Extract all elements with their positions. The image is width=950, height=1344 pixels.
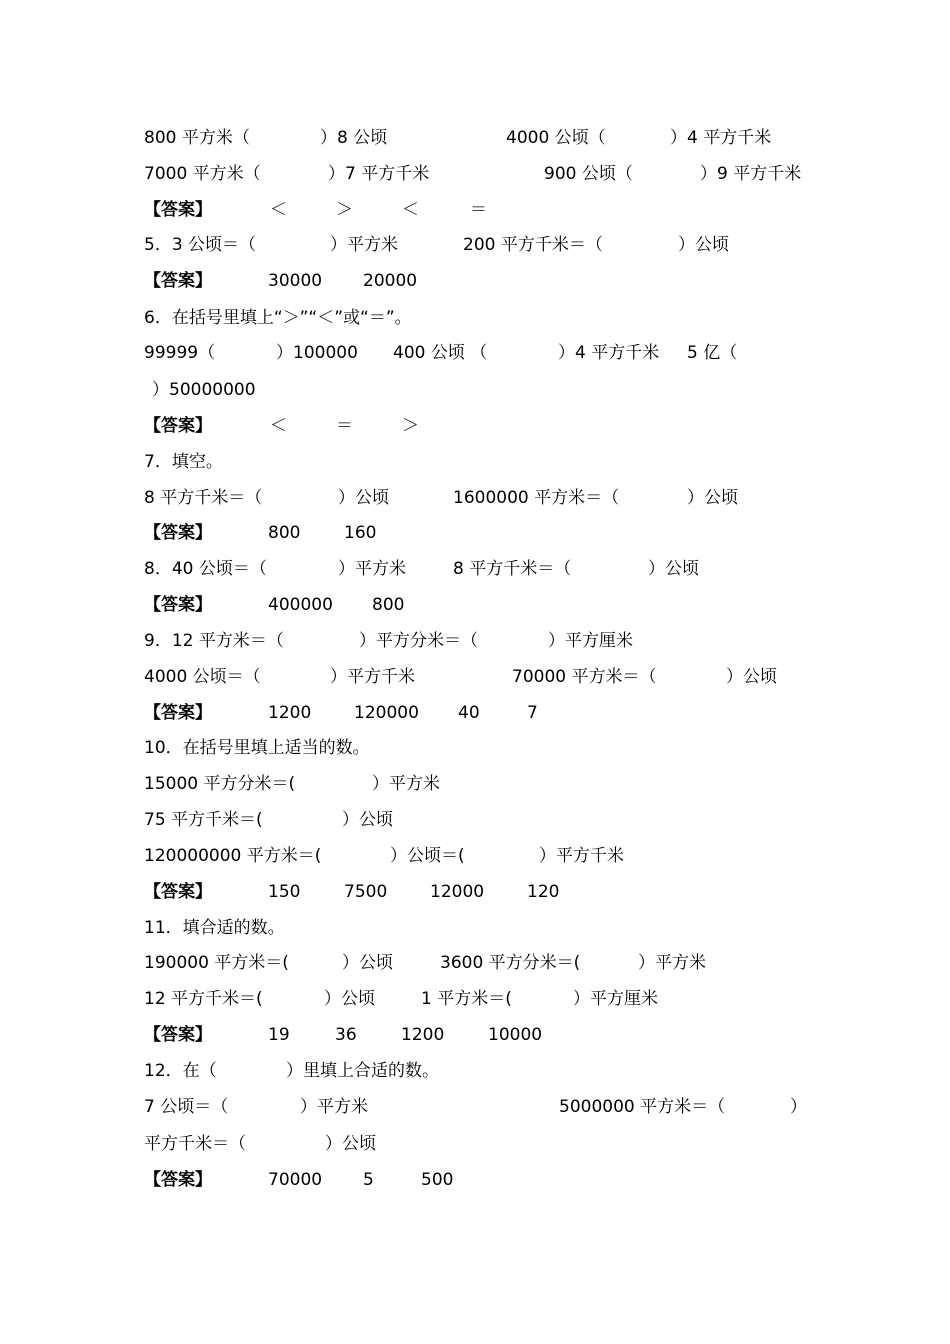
answer-value: 120000 bbox=[354, 703, 419, 723]
q6-line-1 bbox=[0, 341, 950, 365]
q6-title: 6．在括号里填上“＞”“＜”或“＝”。 bbox=[144, 308, 412, 328]
q7-item-1-unit: ）公顷 bbox=[338, 488, 389, 508]
q12-item-2-close: ） bbox=[790, 1097, 807, 1117]
q7-answer bbox=[0, 521, 950, 545]
q9-item-1: 9．12 平方米＝（ bbox=[144, 631, 284, 651]
answer-label: 【答案】 bbox=[144, 703, 212, 723]
q9-item-3: 70000 平方米＝（ bbox=[512, 667, 657, 687]
q11-item-3-unit: ）公顷 bbox=[324, 989, 375, 1009]
answer-value: ＞ bbox=[402, 416, 419, 436]
answer-label: 【答案】 bbox=[144, 1170, 212, 1190]
q4-item-4-unit: ）9 平方千米 bbox=[700, 164, 802, 184]
q7-item-1: 8 平方千米＝（ bbox=[144, 488, 263, 508]
q9-line-1 bbox=[0, 629, 950, 653]
q6-item-3-rhs: ）50000000 bbox=[152, 380, 256, 400]
q6-item-3: 5 亿（ bbox=[687, 343, 738, 363]
q6-title-line bbox=[0, 306, 950, 330]
q10-title: 10．在括号里填上适当的数。 bbox=[144, 738, 370, 758]
q4-item-2: 4000 公顷（ bbox=[506, 128, 606, 148]
answer-value: 160 bbox=[344, 523, 377, 543]
q12-line-2 bbox=[0, 1132, 950, 1156]
q10-line-1 bbox=[0, 772, 950, 796]
q12-title: 12．在（ bbox=[144, 1061, 217, 1081]
answer-value: 12000 bbox=[430, 882, 485, 902]
q8-answer bbox=[0, 593, 950, 617]
q4-item-1: 800 平方米（ bbox=[144, 128, 250, 148]
answer-value: 150 bbox=[268, 882, 301, 902]
q11-answer bbox=[0, 1023, 950, 1047]
answer-value: ＝ bbox=[470, 200, 487, 220]
q7-item-2-unit: ）公顷 bbox=[687, 488, 738, 508]
q9-item-2-unit: ）平方千米 bbox=[330, 667, 415, 687]
q10-line-2 bbox=[0, 808, 950, 832]
answer-value: 7500 bbox=[344, 882, 388, 902]
q10-title-line bbox=[0, 736, 950, 760]
q4-item-1-unit: ）8 公顷 bbox=[320, 128, 388, 148]
q12-title-rest: ）里填上合适的数。 bbox=[286, 1061, 439, 1081]
q9-item-3-unit: ）公顷 bbox=[726, 667, 777, 687]
q10-item-2: 75 平方千米＝( bbox=[144, 810, 263, 830]
q11-item-1: 190000 平方米＝( bbox=[144, 953, 289, 973]
answer-value: 400000 bbox=[268, 595, 333, 615]
q4-item-4: 900 公顷（ bbox=[544, 164, 633, 184]
answer-label: 【答案】 bbox=[144, 1025, 212, 1045]
q11-line-1 bbox=[0, 951, 950, 975]
q7-title-line bbox=[0, 450, 950, 474]
q11-item-2-unit: ）平方米 bbox=[638, 953, 706, 973]
q5-item-2: 200 平方千米＝（ bbox=[463, 235, 603, 255]
q11-item-3: 12 平方千米＝( bbox=[144, 989, 263, 1009]
q8-item-1-unit: ）平方米 bbox=[338, 559, 406, 579]
answer-value: ＜ bbox=[402, 200, 419, 220]
q12-title-line bbox=[0, 1059, 950, 1083]
q9-item-1-unit: ）平方厘米 bbox=[548, 631, 633, 651]
q11-item-4-unit: ）平方厘米 bbox=[573, 989, 658, 1009]
q11-item-2: 3600 平方分米＝( bbox=[440, 953, 581, 973]
q10-line-3 bbox=[0, 844, 950, 868]
answer-value: 20000 bbox=[363, 271, 418, 291]
q11-item-4: 1 平方米＝( bbox=[421, 989, 512, 1009]
answer-label: 【答案】 bbox=[144, 523, 212, 543]
q11-item-1-unit: ）公顷 bbox=[342, 953, 393, 973]
q10-item-2-unit: ）公顷 bbox=[342, 810, 393, 830]
answer-value: ＜ bbox=[270, 416, 287, 436]
q11-title-line bbox=[0, 916, 950, 940]
q11-line-2 bbox=[0, 987, 950, 1011]
answer-value: ＜ bbox=[270, 200, 287, 220]
q4-item-2-unit: ）4 平方千米 bbox=[670, 128, 772, 148]
q5-line-1 bbox=[0, 233, 950, 257]
q5-answer bbox=[0, 269, 950, 293]
q4-line-1 bbox=[0, 126, 950, 150]
q8-item-2-unit: ）公顷 bbox=[648, 559, 699, 579]
answer-value: 19 bbox=[268, 1025, 290, 1045]
answer-value: 800 bbox=[372, 595, 405, 615]
q6-item-1: 99999（ bbox=[144, 343, 216, 363]
q12-item-2: 5000000 平方米＝（ bbox=[559, 1097, 726, 1117]
q10-answer bbox=[0, 880, 950, 904]
q8-line-1 bbox=[0, 557, 950, 581]
q10-item-3: 120000000 平方米＝( bbox=[144, 846, 322, 866]
q11-title: 11．填合适的数。 bbox=[144, 918, 285, 938]
q12-answer bbox=[0, 1168, 950, 1192]
q6-item-2-rhs: ）4 平方千米 bbox=[558, 343, 660, 363]
answer-label: 【答案】 bbox=[144, 200, 212, 220]
q5-item-2-unit: ）公顷 bbox=[678, 235, 729, 255]
q6-item-2: 400 公顷 （ bbox=[393, 343, 488, 363]
answer-value: 500 bbox=[421, 1170, 454, 1190]
q4-answer bbox=[0, 198, 950, 222]
q12-item-2-unit: ）公顷 bbox=[325, 1134, 376, 1154]
q7-item-2: 1600000 平方米＝（ bbox=[453, 488, 620, 508]
q6-item-1-rhs: ）100000 bbox=[276, 343, 358, 363]
q4-line-2 bbox=[0, 162, 950, 186]
q9-item-2: 4000 公顷＝（ bbox=[144, 667, 261, 687]
q10-item-1: 15000 平方分米＝( bbox=[144, 774, 296, 794]
q12-line-1 bbox=[0, 1095, 950, 1119]
answer-value: 7 bbox=[527, 703, 538, 723]
answer-value: 40 bbox=[458, 703, 480, 723]
answer-label: 【答案】 bbox=[144, 595, 212, 615]
q9-line-2 bbox=[0, 665, 950, 689]
q9-answer bbox=[0, 701, 950, 725]
answer-value: 5 bbox=[363, 1170, 374, 1190]
q4-item-3: 7000 平方米（ bbox=[144, 164, 261, 184]
q7-line-1 bbox=[0, 486, 950, 510]
answer-value: 70000 bbox=[268, 1170, 323, 1190]
answer-label: 【答案】 bbox=[144, 416, 212, 436]
answer-value: 1200 bbox=[268, 703, 312, 723]
q12-item-1-unit: ）平方米 bbox=[300, 1097, 368, 1117]
answer-value: 10000 bbox=[488, 1025, 543, 1045]
answer-value: ＞ bbox=[336, 200, 353, 220]
q8-item-1: 8．40 公顷＝（ bbox=[144, 559, 267, 579]
q6-answer bbox=[0, 414, 950, 438]
q10-item-1-unit: ）平方米 bbox=[372, 774, 440, 794]
q5-item-1-unit: ）平方米 bbox=[330, 235, 398, 255]
answer-value: 1200 bbox=[401, 1025, 445, 1045]
q12-item-2-cont: 平方千米＝（ bbox=[144, 1134, 246, 1154]
answer-value: 30000 bbox=[268, 271, 323, 291]
answer-label: 【答案】 bbox=[144, 882, 212, 902]
q4-item-3-unit: ）7 平方千米 bbox=[328, 164, 430, 184]
answer-value: ＝ bbox=[336, 416, 353, 436]
q12-item-1: 7 公顷＝（ bbox=[144, 1097, 229, 1117]
q9-item-1-mid: ）平方分米＝（ bbox=[359, 631, 478, 651]
q7-title: 7．填空。 bbox=[144, 452, 223, 472]
answer-value: 800 bbox=[268, 523, 301, 543]
answer-value: 36 bbox=[335, 1025, 357, 1045]
q10-item-3-unit: ）平方千米 bbox=[539, 846, 624, 866]
q8-item-2: 8 平方千米＝（ bbox=[453, 559, 572, 579]
answer-label: 【答案】 bbox=[144, 271, 212, 291]
q10-item-3-mid: ）公顷＝( bbox=[390, 846, 465, 866]
q6-line-2 bbox=[0, 378, 950, 402]
answer-value: 120 bbox=[527, 882, 560, 902]
q5-item-1: 5．3 公顷＝（ bbox=[144, 235, 257, 255]
